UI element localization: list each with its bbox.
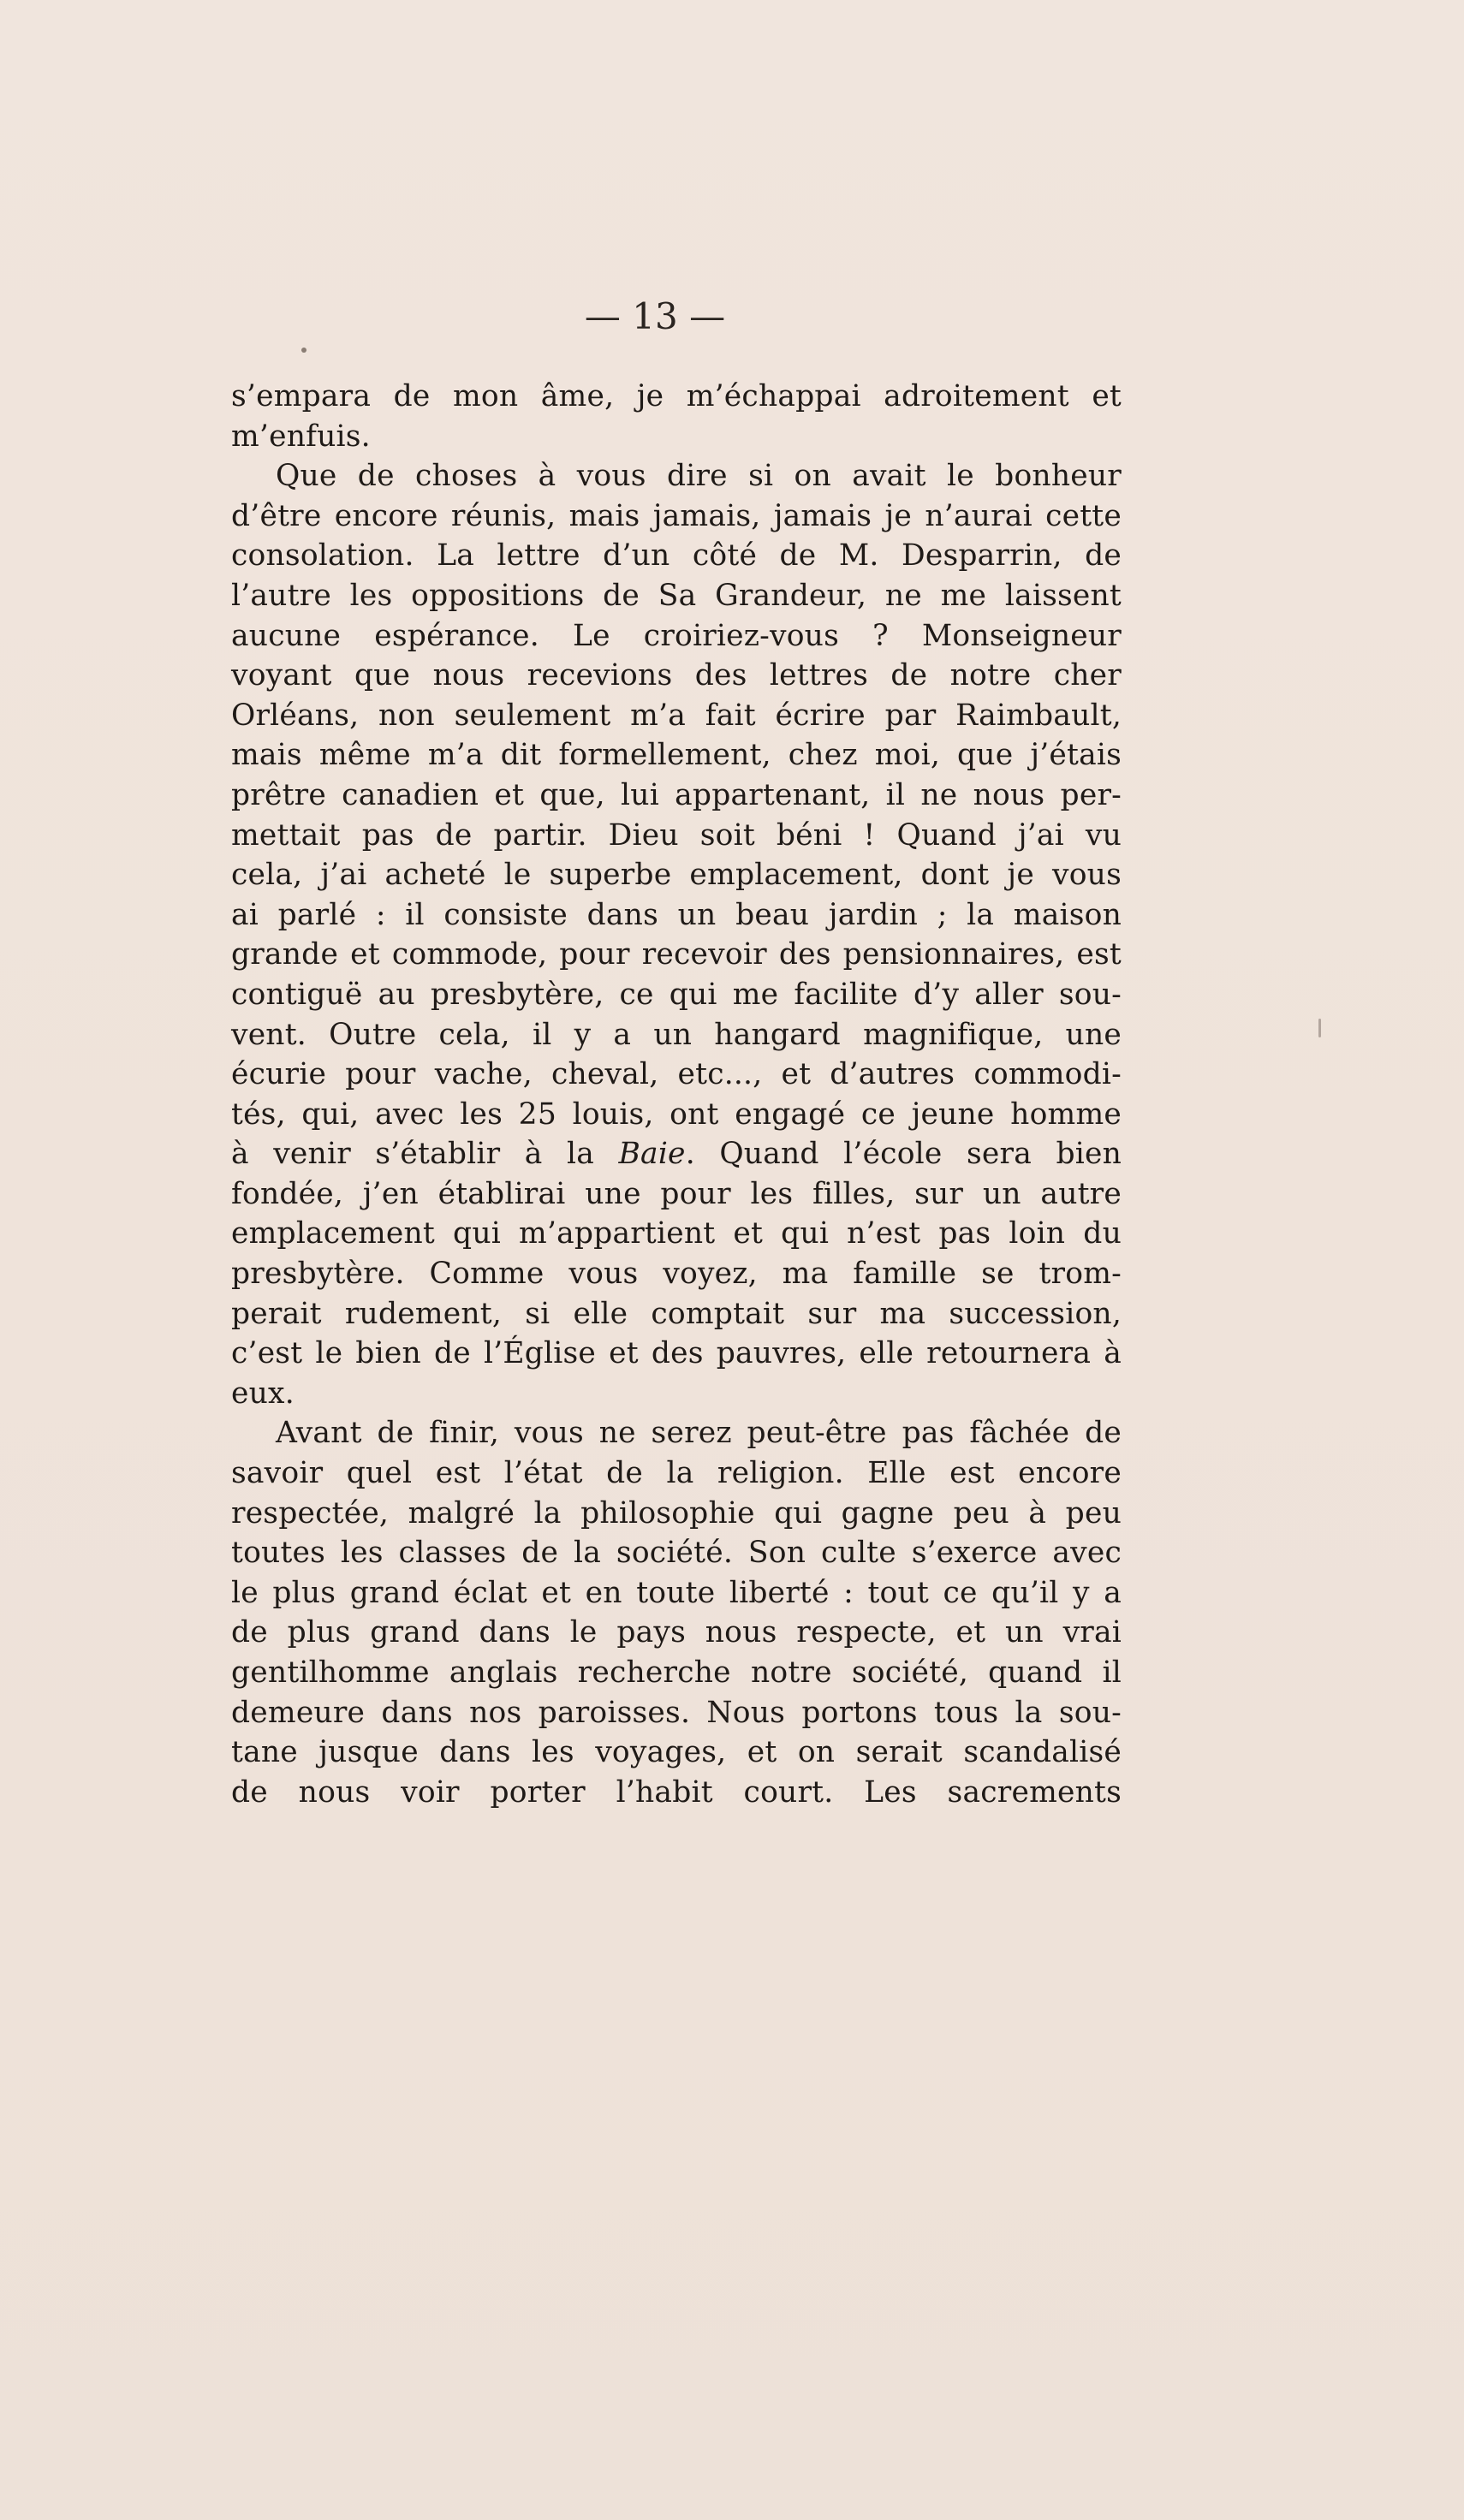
text-line: écurie pour vache, cheval, etc..., et d’autres commodi- — [231, 1057, 1122, 1092]
text-line: consolation. La lettre d’un côté de M. Desparrin, de — [231, 538, 1122, 574]
text-line: fondée, j’en établirai une pour les filles, sur un autre — [231, 1176, 1122, 1211]
text-line: savoir quel est l’état de la religion. Elle est encore — [231, 1456, 1122, 1491]
text-line: vent. Outre cela, il y a un hangard magnifique, une — [231, 1017, 1122, 1052]
text-line: Que de choses à vous dire si on avait le bonheur — [276, 459, 1122, 494]
text-line: perait rudement, si elle comptait sur ma succession, — [231, 1296, 1122, 1331]
text-line: presbytère. Comme vous voyez, ma famille se trom- — [231, 1257, 1122, 1292]
text-line: de plus grand dans le pays nous respecte, et un vrai — [231, 1615, 1122, 1650]
text-line: toutes les classes de la société. Son culte s’exerce avec — [231, 1536, 1122, 1571]
text-line: contiguë au presbytère, ce qui me facilite d’y aller sou- — [231, 977, 1122, 1012]
text-line: eux. — [231, 1376, 295, 1411]
text-line: c’est le bien de l’Église et des pauvres, elle retournera à — [231, 1336, 1122, 1371]
text-line: emplacement qui m’appartient et qui n’est pas loin du — [231, 1216, 1122, 1251]
ink-speck — [1318, 1019, 1321, 1037]
text-line: le plus grand éclat et en toute liberté : tout ce qu’il y a — [231, 1575, 1122, 1610]
text-line: l’autre les oppositions de Sa Grandeur, ne me laissent — [231, 578, 1122, 613]
text-line: mais même m’a dit formellement, chez moi, que j’étais — [231, 738, 1122, 773]
text-line: cela, j’ai acheté le superbe emplacement, dont je vous — [231, 858, 1122, 893]
text-line: prêtre canadien et que, lui appartenant, il ne nous per- — [231, 777, 1122, 812]
text-line: tane jusque dans les voyages, et on serait scandalisé — [231, 1735, 1122, 1770]
text-line: mettait pas de partir. Dieu soit béni ! Quand j’ai vu — [231, 817, 1122, 853]
text-line: à venir s’établir à la Baie. Quand l’école sera bien — [231, 1137, 1122, 1172]
text-line: s’empara de mon âme, je m’échappai adroitement et — [231, 379, 1122, 413]
text-line: gentilhomme anglais recherche notre société, quand il — [231, 1655, 1122, 1690]
text-line: demeure dans nos paroisses. Nous portons tous la sou- — [231, 1695, 1122, 1730]
text-line: aucune espérance. Le croiriez-vous ? Monseigneur — [231, 618, 1122, 653]
page-number: — 13 — — [584, 295, 726, 337]
text-line: Orléans, non seulement m’a fait écrire par Raimbault, — [231, 698, 1122, 733]
text-line: grande et commode, pour recevoir des pensionnaires, est — [231, 937, 1122, 972]
body-text — [231, 377, 1122, 1812]
text-line: Avant de finir, vous ne serez peut-être pas fâchée de — [276, 1416, 1122, 1451]
text-line: tés, qui, avec les 25 louis, ont engagé ce jeune homme — [231, 1097, 1122, 1132]
italic-place-name: Baie — [618, 1137, 686, 1172]
text-line: d’être encore réunis, mais jamais, jamais je n’aurai cette — [231, 498, 1122, 533]
text-line: ai parlé : il consiste dans un beau jardin ; la maison — [231, 897, 1122, 932]
text-line: respectée, malgré la philosophie qui gagne peu à peu — [231, 1495, 1122, 1530]
text-line: voyant que nous recevions des lettres de notre cher — [231, 658, 1122, 693]
ink-speck — [301, 348, 306, 353]
text-line: de nous voir porter l’habit court. Les sacrements — [231, 1774, 1122, 1810]
text-line: m’enfuis. — [231, 419, 371, 454]
